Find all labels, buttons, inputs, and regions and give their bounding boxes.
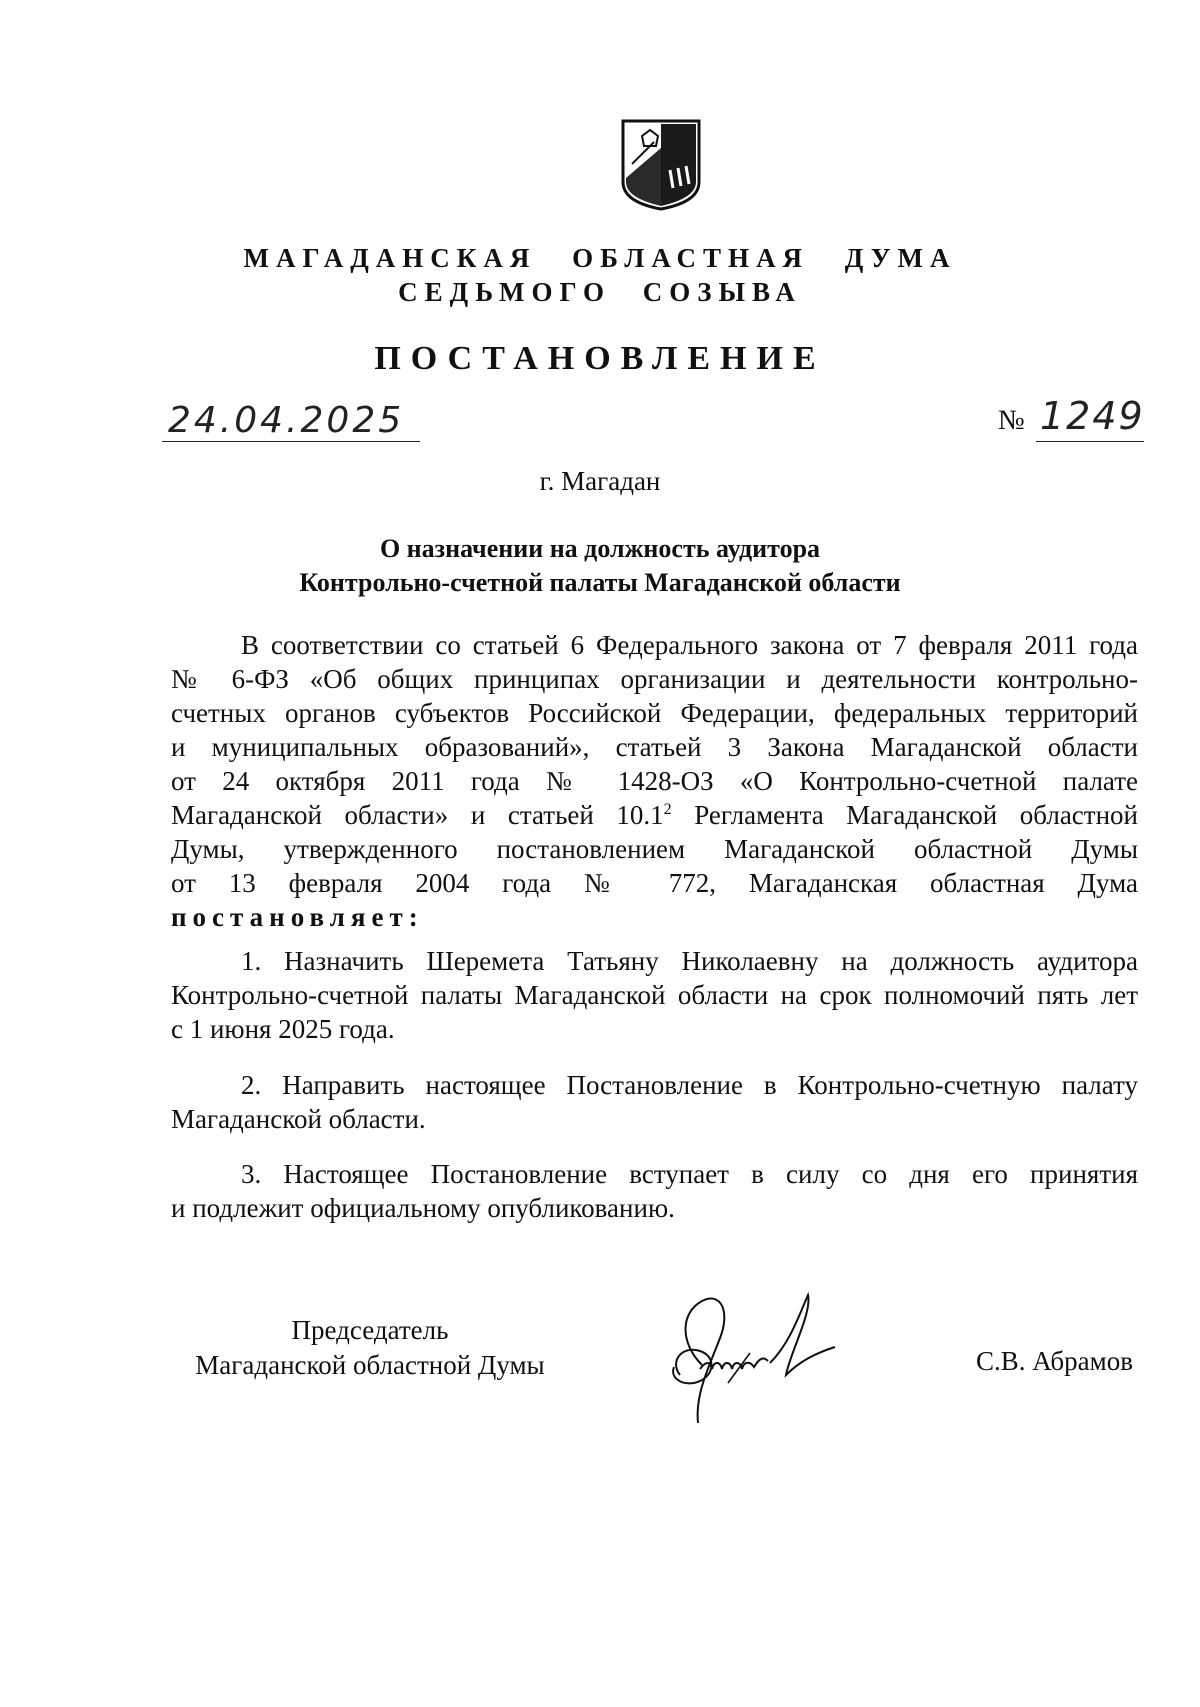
convocation: СЕДЬМОГО СОЗЫВА [398,277,802,307]
text-line: и подлежит официальному опубликованию. [171,1193,675,1223]
preamble-paragraph [171,628,1138,934]
text-line: Думы, утвержденного постановлением Магаданской областной Думы [171,834,1138,864]
text-line: от 24 октября 2011 года № 1428-ОЗ «О Контрольно-счетной палате [171,766,1138,796]
text-line: Магаданской области. [171,1104,426,1134]
text-line: Контрольно-счетной палаты Магаданской области на срок полномочий пять лет [171,980,1138,1010]
text-line: и муниципальных образований», статьей 3 Закона Магаданской области [171,732,1138,762]
text-fragment: Магаданской области» и статьей 10.1 [171,800,664,830]
text-line: № 6-ФЗ «Об общих принципах организации и деятельности контрольно- [171,664,1138,694]
subject-line: О назначении на должность аудитора [379,534,821,563]
text-line: счетных органов субъектов Российской Федерации, федеральных территорий [171,698,1138,728]
colon: : [408,902,424,932]
text-line: от 13 февраля 2004 года № 772, Магаданская областная Дума [171,868,1138,898]
subject-line: Контрольно-счетной палаты Магаданской области [299,568,901,597]
number-underline [1036,441,1144,442]
resolution-item [171,1157,1138,1225]
resolution-item [171,944,1138,1046]
text-line: 1. Назначить Шеремета Татьяну Николаевну на должность аудитора [241,946,1138,976]
coat-of-arms-icon [620,118,702,212]
organization-name: МАГАДАНСКАЯ ОБЛАСТНАЯ ДУМА [243,243,957,273]
handwritten-signature [640,1283,840,1433]
resolves-word: постановляет [171,902,409,932]
text-line: с 1 июня 2025 года. [171,1014,395,1044]
city: г. Магадан [539,466,661,496]
number-label: № [998,405,1025,436]
document-type: ПОСТАНОВЛЕНИЕ [374,340,826,377]
resolves-line [171,900,1138,934]
text-fragment: Регламента Магаданской областной [671,800,1138,830]
text-line [171,798,1138,832]
text-line: В соответствии со статьей 6 Федерального закона от 7 февраля 2011 года [241,630,1138,660]
text-line: 3. Настоящее Постановление вступает в силу со дня его принятия [241,1159,1138,1189]
handwritten-date: 24.04.2025 [168,400,405,441]
signatory-name: С.В. Абрамов [976,1346,1133,1376]
handwritten-number: 1249 [1040,394,1145,438]
date-underline [162,441,420,442]
resolution-item [171,1068,1138,1136]
title-line: Председатель [291,1315,449,1345]
document-subject [0,532,1200,600]
text-line: 2. Направить настоящее Постановление в Контрольно-счетную палату [241,1070,1138,1100]
superscript: 2 [663,801,672,818]
title-line: Магаданской областной Думы [195,1350,545,1380]
signatory-title [170,1313,570,1383]
